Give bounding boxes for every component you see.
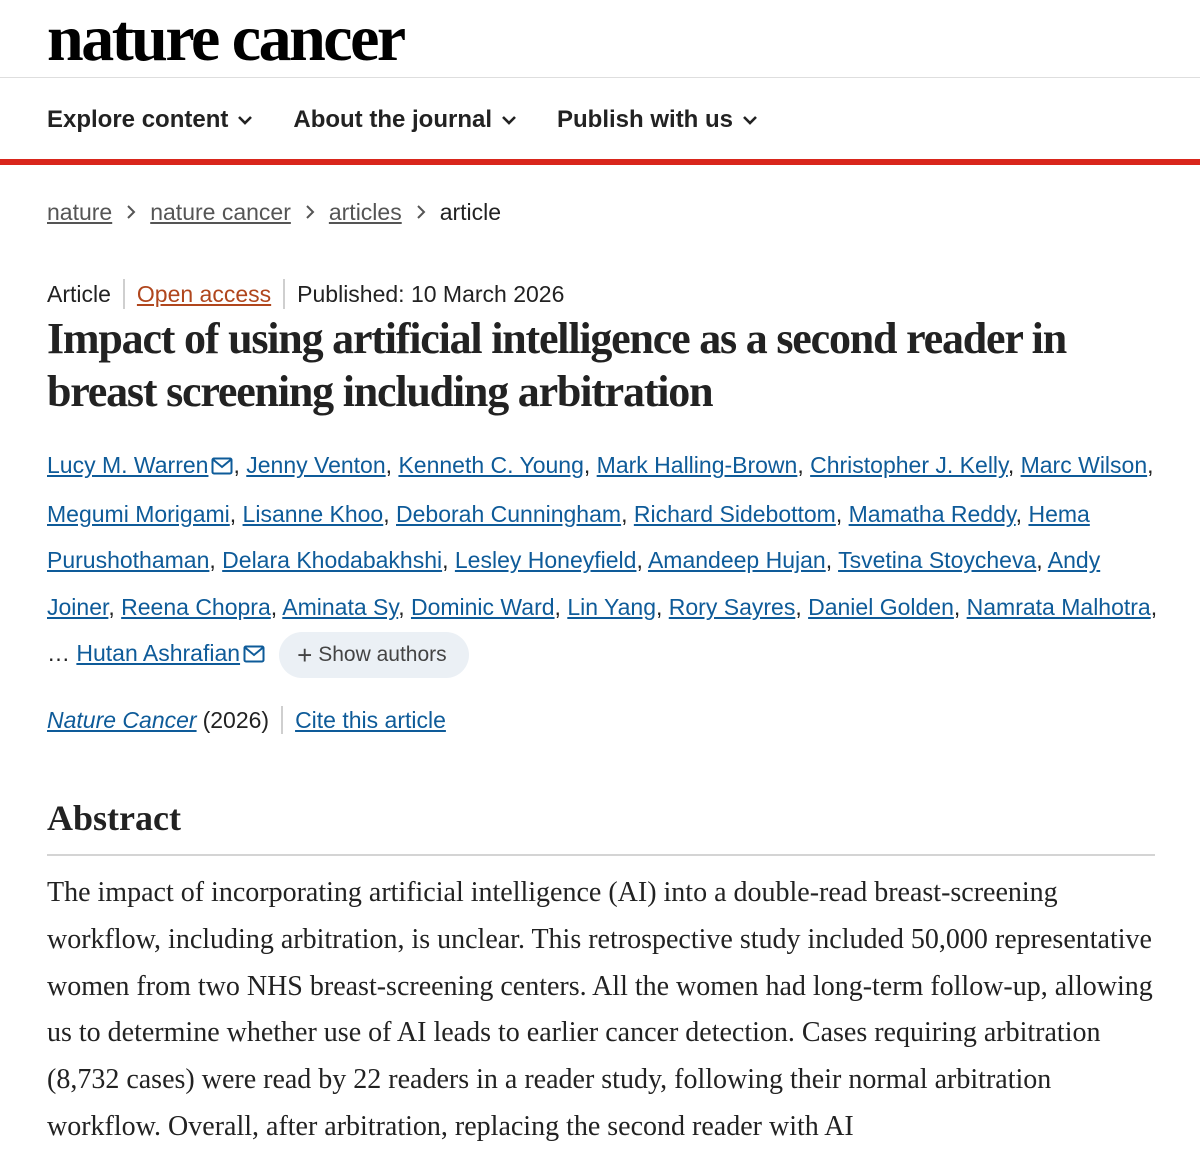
chevron-down-icon — [237, 115, 253, 125]
citation-line — [47, 703, 446, 737]
author-link[interactable]: Lin Yang — [567, 593, 656, 620]
show-authors-button[interactable] — [279, 632, 469, 678]
abstract-divider — [47, 854, 1155, 856]
cite-this-article-link[interactable]: Cite this article — [295, 706, 446, 733]
article-type: Article — [47, 280, 111, 307]
author-link[interactable]: Megumi Morigami — [47, 500, 230, 527]
header-accent-bar — [0, 159, 1200, 165]
author-link[interactable]: Namrata Malhotra — [966, 593, 1151, 620]
author-link[interactable]: Delara Khodabakhshi — [222, 547, 443, 573]
author-link[interactable]: Tsvetina Stoycheva — [838, 547, 1037, 573]
author-link[interactable]: Lisanne Khoo — [242, 500, 384, 527]
email-icon[interactable] — [211, 444, 233, 491]
show-authors-label: Show authors — [318, 642, 447, 666]
author-link[interactable]: Jenny Venton — [246, 452, 386, 478]
nav-explore-content[interactable] — [47, 106, 253, 134]
article-title: Impact of using artificial intelligence as a second reader in breast screening including arbitration — [47, 314, 1066, 416]
journal-logo[interactable]: nature cancer — [47, 2, 404, 75]
author-link[interactable]: Reena Chopra — [121, 593, 271, 620]
nav-label: About the journal — [293, 106, 493, 133]
author-link[interactable]: Dominic Ward — [410, 593, 555, 620]
citation-divider — [281, 706, 283, 734]
main-nav — [47, 100, 798, 140]
open-access-link[interactable]: Open access — [136, 280, 272, 307]
author-ellipsis: … — [47, 640, 70, 666]
breadcrumb — [47, 195, 501, 229]
author-link[interactable]: Lesley Honeyfield — [454, 547, 637, 573]
breadcrumb-articles[interactable]: articles — [328, 198, 402, 225]
author-link[interactable]: Aminata Sy — [282, 593, 399, 620]
article-meta — [47, 278, 564, 310]
author-link[interactable]: Lucy M. Warren — [47, 452, 209, 478]
citation-year: (2026) — [202, 706, 270, 733]
breadcrumb-current: article — [439, 198, 502, 225]
author-link[interactable]: Andy Joiner — [47, 547, 1101, 620]
author-link[interactable]: Deborah Cunningham — [396, 500, 622, 527]
nav-label: Explore content — [47, 106, 229, 133]
author-link[interactable]: Richard Sidebottom — [633, 500, 836, 527]
author-link[interactable]: Marc Wilson — [1020, 452, 1148, 478]
author-link[interactable]: Christopher J. Kelly — [810, 452, 1008, 478]
chevron-right-icon — [416, 204, 426, 220]
meta-divider — [123, 279, 125, 309]
email-icon[interactable] — [243, 632, 265, 679]
author-link[interactable]: Mamatha Reddy — [848, 500, 1016, 527]
published-date: Published: 10 March 2026 — [297, 280, 565, 307]
breadcrumb-nature[interactable]: nature — [47, 198, 113, 225]
author-list: Lucy M. Warren , Jenny Venton, Kenneth C. Young, Mark Halling-Brown, Christopher J. Kelly, Marc Wilson, Megumi Morigami, Lisanne Khoo, Deborah Cunningham, Richard Sidebottom, Mamatha Reddy, Hema Purushothaman, Delara Khodabakhshi, Lesley Honeyfield, Amandeep Hujan, Tsvetina Stoycheva, Andy Joiner, Reena Chopra, Aminata Sy, Dominic Ward, Lin Yang, Rory Sayres, Daniel Golden, Namrata Malhotra, … Hutan Ashrafian + Show authors — [47, 442, 1167, 679]
chevron-down-icon — [742, 115, 758, 125]
journal-link[interactable]: Nature Cancer — [47, 706, 197, 733]
plus-icon: + — [297, 639, 313, 670]
author-link[interactable]: Hutan Ashrafian — [76, 640, 241, 666]
chevron-right-icon — [126, 204, 136, 220]
chevron-right-icon — [305, 204, 315, 220]
author-link[interactable]: Hema Purushothaman — [47, 500, 1090, 573]
author-link[interactable]: Amandeep Hujan — [647, 547, 826, 573]
abstract-heading: Abstract — [47, 798, 181, 838]
breadcrumb-nature-cancer[interactable]: nature cancer — [150, 198, 291, 225]
header-divider — [0, 77, 1200, 78]
author-link[interactable]: Mark Halling-Brown — [596, 452, 798, 478]
nav-label: Publish with us — [557, 106, 734, 133]
abstract-text: The impact of incorporating artificial intelligence (AI) into a double-read breast-screening workflow, including arbitration, is unclear. This retrospective study included 50,000 representative women from two NHS breast-screening centers. All the women had long-term follow-up, allowing us to determine whether use of AI leads to earlier cancer detection. Cases requiring arbitration (8,732 cases) were read by 22 readers in a reader study, following their normal arbitration workflow. Overall, after arbitration, replacing the second reader with AI — [47, 877, 1153, 1142]
nav-about-the-journal[interactable] — [293, 106, 517, 134]
nav-publish-with-us[interactable] — [557, 106, 758, 134]
chevron-down-icon — [501, 115, 517, 125]
meta-divider — [283, 279, 285, 309]
author-link[interactable]: Kenneth C. Young — [398, 452, 584, 478]
author-link[interactable]: Rory Sayres — [668, 593, 796, 620]
author-link[interactable]: Daniel Golden — [808, 593, 954, 620]
